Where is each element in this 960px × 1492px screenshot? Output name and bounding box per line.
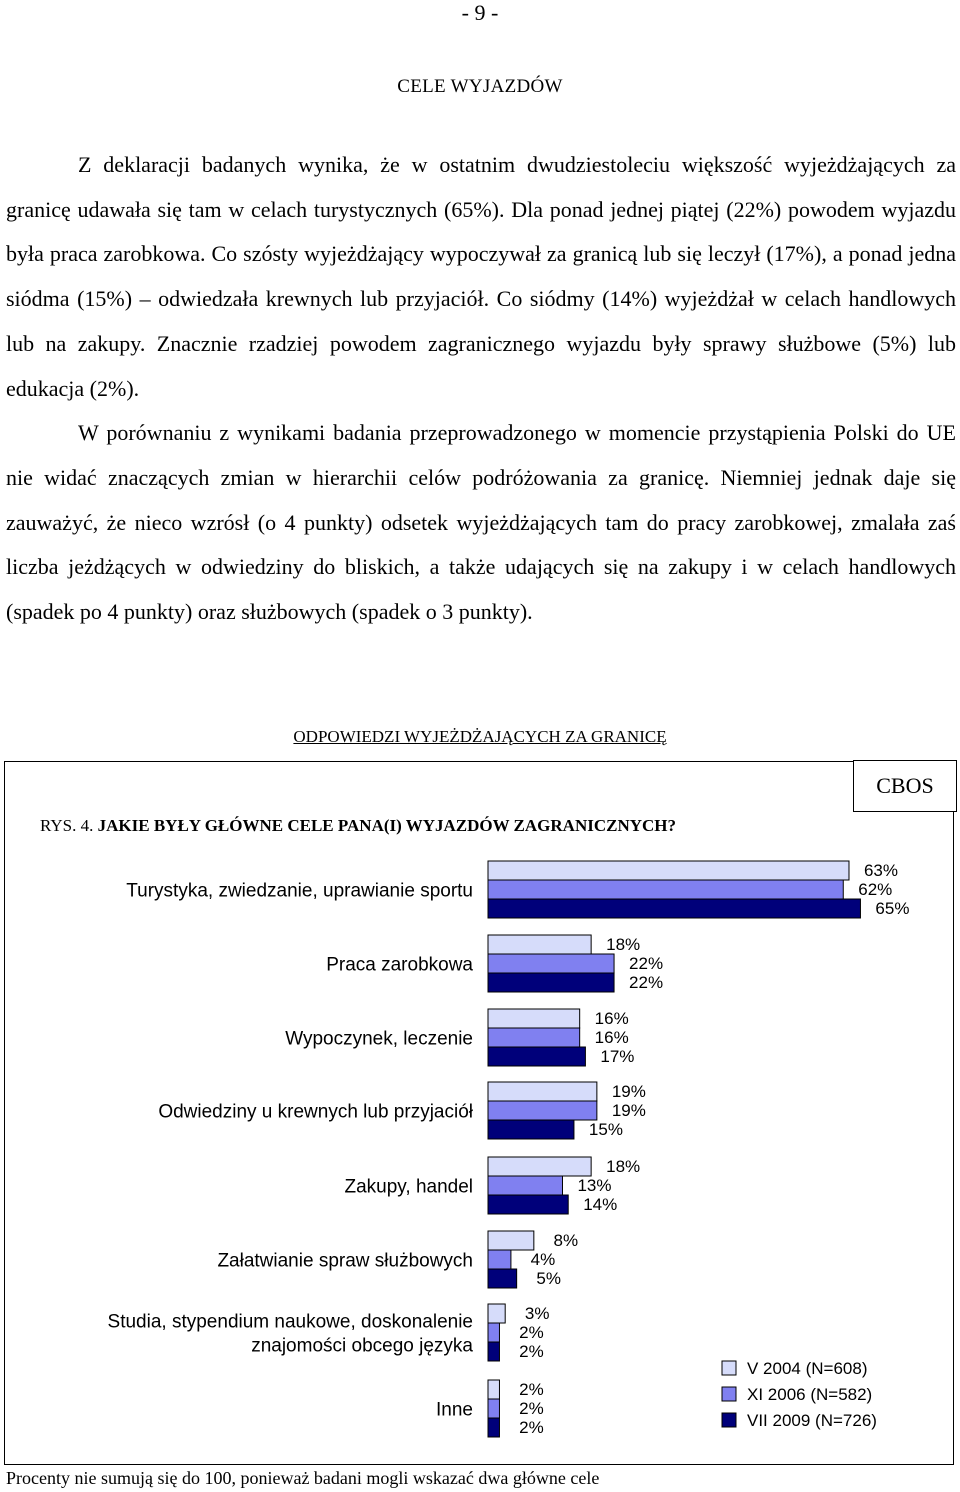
data-label: 19% (611, 1082, 646, 1101)
bar (488, 1120, 574, 1139)
data-label: 65% (875, 899, 910, 918)
bar (488, 880, 843, 899)
bar (488, 954, 614, 973)
bar (488, 935, 591, 954)
category-label: Praca zarobkowa (326, 954, 473, 976)
bar (488, 1047, 585, 1066)
bar (488, 1399, 499, 1418)
legend-swatch (722, 1361, 736, 1375)
bar (488, 1195, 568, 1214)
data-label: 16% (594, 1009, 629, 1028)
bar (488, 1082, 597, 1101)
legend-swatch (722, 1387, 736, 1401)
data-label: 16% (594, 1028, 629, 1047)
legend-label: V 2004 (N=608) (747, 1359, 868, 1378)
bar (488, 1304, 505, 1323)
data-label: 15% (588, 1120, 623, 1139)
paragraph-1: Z deklaracji badanych wynika, że w ostatnim dwudziestoleciu większość wyjeżdżających za granicę udawała się tam w celach turystycznych (65%). Dla ponad jednej piątej (22%) powodem wyjazdu była praca zarobkowa. Co szósty wyjeżdżający wypoczywał za granicą lub się leczył (17%), a ponad jedna siódma (15%) – odwiedzała krewnych lub przyjaciół. Co siódmy (14%) wyjeżdżał w celach handlowych lub na zakupy. Znacznie rzadziej powodem zagranicznego wyjazdu były sprawy służbowe (5%) lub edukacja (2%). (6, 152, 956, 401)
figure-number: RYS. 4. (40, 816, 98, 835)
data-label: 8% (553, 1231, 579, 1250)
data-label: 18% (606, 935, 641, 954)
data-label: 2% (519, 1399, 544, 1418)
bar (488, 1323, 499, 1342)
data-label: 19% (611, 1101, 646, 1120)
category-label: znajomości obcego języka (251, 1335, 473, 1357)
bar (488, 899, 860, 918)
bar (488, 1009, 580, 1028)
paragraph-2: W porównaniu z wynikami badania przeprowadzonego w momencie przystąpienia Polski do UE nie widać znaczących zmian w hierarchii celów podróżowania za granicę. Niemniej jednak daje się zauważyć, że nieco wzrósł (o 4 punkty) odsetek wyjeżdżających tam do pracy zarobkowej, zmalała zaś liczba jeżdżących w odwiedziny do bliskich, a także udających się na zakupy i w celach handlowych (spadek po 4 punkty) oraz służbowych (spadek o 3 punkty). (6, 420, 956, 625)
section-title: CELE WYJAZDÓW (397, 76, 563, 97)
bar (488, 1380, 499, 1399)
category-label: Odwiedziny u krewnych lub przyjaciół (158, 1101, 473, 1123)
category-label: Inne (436, 1399, 473, 1421)
bar (488, 861, 849, 880)
question-text: JAKIE BYŁY GŁÓWNE CELE PANA(I) WYJAZDÓW ZAGRANICZNYCH? (97, 816, 677, 835)
bar (488, 1157, 591, 1176)
bar (488, 1269, 517, 1288)
bar (488, 1176, 562, 1195)
data-label: 13% (577, 1176, 612, 1195)
legend-swatch (722, 1413, 736, 1427)
data-label: 3% (524, 1304, 550, 1323)
legend-label: VII 2009 (N=726) (747, 1411, 877, 1430)
data-label: 4% (530, 1250, 556, 1269)
category-label: Studia, stypendium naukowe, doskonalenie (107, 1311, 473, 1333)
bar (488, 1250, 511, 1269)
footnote: Procenty nie sumują się do 100, ponieważ badani mogli wskazać dwa główne cele (6, 1468, 600, 1488)
bar (488, 1028, 580, 1047)
data-label: 14% (583, 1195, 618, 1214)
data-label: 18% (606, 1157, 641, 1176)
page-number: - 9 - (461, 0, 499, 25)
bar (488, 1101, 597, 1120)
category-label: Zakupy, handel (344, 1176, 473, 1198)
data-label: 63% (863, 861, 899, 880)
figure-heading: ODPOWIEDZI WYJEŻDŻAJĄCYCH ZA GRANICĘ (293, 727, 667, 746)
data-label: 5% (536, 1269, 561, 1288)
bar (488, 1418, 499, 1437)
data-label: 17% (600, 1047, 635, 1066)
data-label: 62% (858, 880, 893, 899)
data-label: 2% (519, 1342, 544, 1361)
legend-label: XI 2006 (N=582) (747, 1385, 873, 1404)
data-label: 22% (629, 973, 664, 992)
bar (488, 973, 614, 992)
data-label: 2% (519, 1380, 544, 1399)
cbos-label: CBOS (876, 773, 934, 798)
bar (488, 1342, 499, 1361)
bar (488, 1231, 534, 1250)
category-label: Turystyka, zwiedzanie, uprawianie sportu (126, 880, 473, 902)
data-label: 2% (519, 1323, 544, 1342)
data-label: 2% (519, 1418, 544, 1437)
data-label: 22% (629, 954, 664, 973)
category-label: Załatwianie spraw służbowych (217, 1250, 473, 1272)
category-label: Wypoczynek, leczenie (285, 1028, 473, 1050)
